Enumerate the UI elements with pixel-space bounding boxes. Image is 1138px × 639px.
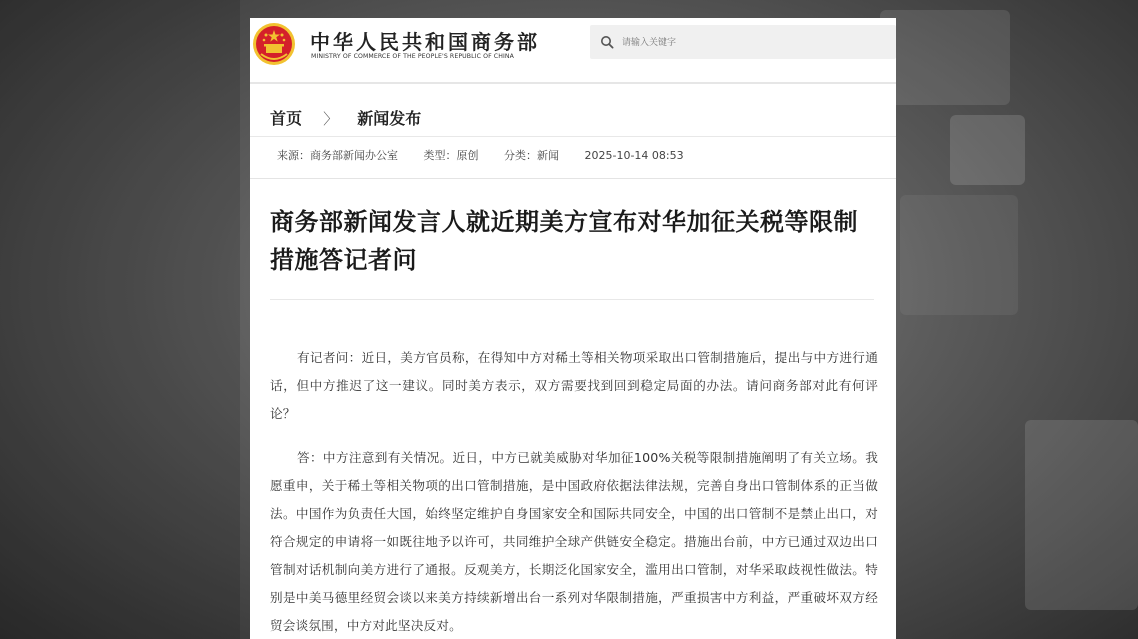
national-emblem-icon[interactable] xyxy=(252,22,296,66)
search-box xyxy=(590,25,896,59)
background-panel xyxy=(900,195,1018,315)
background-panel xyxy=(950,115,1025,185)
meta-category: 分类：新闻 xyxy=(504,149,559,162)
breadcrumb-home-link[interactable]: 首页 xyxy=(270,109,303,128)
web-page xyxy=(250,18,896,639)
meta-datetime: 2025-10-14 08:53 xyxy=(584,149,684,162)
ministry-name-en: MINISTRY OF COMMERCE OF THE PEOPLE'S REPUBLIC OF CHINA xyxy=(311,53,514,60)
breadcrumb-separator: 〉 xyxy=(323,110,339,128)
site-header xyxy=(250,18,896,84)
meta-type: 类型：原创 xyxy=(423,149,479,162)
meta-source: 来源：商务部新闻办公室 xyxy=(277,149,398,162)
ministry-name-cn: 中华人民共和国商务部 xyxy=(310,30,540,54)
background-shade xyxy=(0,0,240,639)
article-meta xyxy=(277,147,706,163)
article-answer-paragraph: 答：中方注意到有关情况。近日，中方已就美威胁对华加征100%关税等限制措施阐明了有关立场。我愿重申，关于稀土等相关物项的出口管制措施，是中国政府依据法律法规，完善自身出口管制体系的正当做法。中国作为负责任大国，始终坚定维护自身国家安全和国际共同安全，中国的出口管制不是禁止出口，对符合规定的申请将一如既往地予以许可，共同维护全球产供链安全稳定。措施出台前，中方已通过双边出口管制对话机制向美方进行了通报。反观美方，长期泛化国家安全，滥用出口管制，对华采取歧视性做法。特别是中美马德里经贸会谈以来美方持续新增出台一系列对华限制措施，严重损害中方利益，严重破坏双方经贸会谈氛围，中方对此坚决反对。 xyxy=(270,450,878,633)
meta-divider xyxy=(250,178,896,179)
search-icon[interactable] xyxy=(600,35,614,49)
background-panel xyxy=(1025,420,1138,610)
background-panel xyxy=(880,10,1010,105)
article-title: 商务部新闻发言人就近期美方宣布对华加征关税等限制措施答记者问 xyxy=(270,208,858,274)
header-divider xyxy=(250,82,896,84)
search-input[interactable] xyxy=(620,32,884,54)
article-question-paragraph: 有记者问：近日，美方官员称，在得知中方对稀土等相关物项采取出口管制措施后，提出与中方进行通话，但中方推迟了这一建议。同时美方表示，双方需要找到回到稳定局面的办法。请问商务部对此有何评论？ xyxy=(270,350,878,421)
title-divider xyxy=(270,299,874,300)
breadcrumb-divider xyxy=(250,136,896,137)
breadcrumb-news-link[interactable]: 新闻发布 xyxy=(357,109,422,128)
breadcrumb xyxy=(270,106,421,128)
